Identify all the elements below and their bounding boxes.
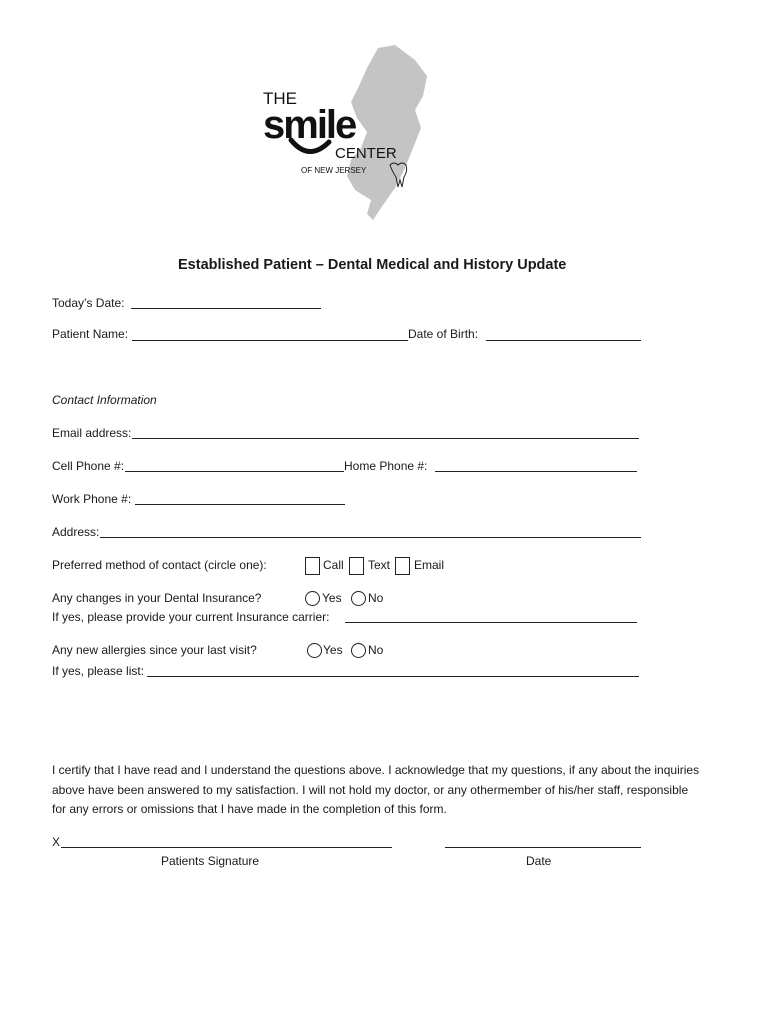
- text-checkbox[interactable]: [349, 557, 364, 575]
- date-of-birth-field[interactable]: [486, 340, 641, 341]
- text-option-label: Text: [368, 558, 391, 572]
- allergies-question: Any new allergies since your last visit?: [52, 643, 257, 657]
- logo-smile-text: smile: [263, 103, 356, 147]
- date-label: Date: [526, 854, 552, 868]
- home-phone-field[interactable]: [435, 471, 637, 472]
- allergies-yes-radio[interactable]: [307, 643, 322, 658]
- todays-date-label: Today’s Date:: [52, 296, 125, 310]
- email-checkbox[interactable]: [395, 557, 410, 575]
- allergies-list-label: If yes, please list:: [52, 664, 145, 678]
- signature-field[interactable]: [61, 847, 392, 848]
- certification-text: I certify that I have read and I understand the questions above. I acknowledge that my questions, if any about the inquiries above have been answered to my satisfaction. I will not hold my doctor, or any othermember of his/her staff, responsible for any errors or omissions that I have made in the completion of this form.: [52, 763, 700, 816]
- work-phone-field[interactable]: [135, 504, 345, 505]
- insurance-carrier-field[interactable]: [345, 622, 637, 623]
- insurance-no-radio[interactable]: [351, 591, 366, 606]
- new-jersey-map-shape: [347, 45, 427, 220]
- call-option-label: Call: [323, 558, 344, 572]
- allergies-yes-label: Yes: [323, 643, 343, 657]
- cell-phone-field[interactable]: [125, 471, 344, 472]
- patient-name-field[interactable]: [132, 340, 408, 341]
- cell-phone-label: Cell Phone #:: [52, 459, 125, 473]
- allergies-no-radio[interactable]: [351, 643, 366, 658]
- email-option-label: Email: [414, 558, 445, 572]
- smile-center-logo: [255, 40, 435, 225]
- address-field[interactable]: [100, 537, 641, 538]
- logo-center-text: CENTER: [335, 145, 397, 162]
- form-title: Established Patient – Dental Medical and History Update: [178, 257, 567, 273]
- signature-x-mark: X: [52, 835, 61, 849]
- home-phone-label: Home Phone #:: [344, 459, 428, 473]
- contact-info-heading: Contact Information: [52, 393, 157, 407]
- logo-the-text: THE: [263, 89, 297, 108]
- work-phone-label: Work Phone #:: [52, 492, 132, 506]
- insurance-question: Any changes in your Dental Insurance?: [52, 591, 262, 605]
- allergies-no-label: No: [368, 643, 384, 657]
- signature-date-field[interactable]: [445, 847, 641, 848]
- insurance-yes-label: Yes: [322, 591, 342, 605]
- insurance-no-label: No: [368, 591, 384, 605]
- patient-name-label: Patient Name:: [52, 327, 129, 341]
- email-field[interactable]: [132, 438, 639, 439]
- address-label: Address:: [52, 525, 100, 539]
- todays-date-field[interactable]: [131, 308, 321, 309]
- preferred-contact-label: Preferred method of contact (circle one):: [52, 558, 267, 572]
- logo-state-text: OF NEW JERSEY: [301, 166, 367, 175]
- date-of-birth-label: Date of Birth:: [408, 327, 479, 341]
- insurance-carrier-label: If yes, please provide your current Insurance carrier:: [52, 610, 330, 624]
- call-checkbox[interactable]: [305, 557, 320, 575]
- insurance-yes-radio[interactable]: [305, 591, 320, 606]
- email-label: Email address:: [52, 426, 132, 440]
- signature-label: Patients Signature: [161, 854, 260, 868]
- allergies-list-field[interactable]: [147, 676, 639, 677]
